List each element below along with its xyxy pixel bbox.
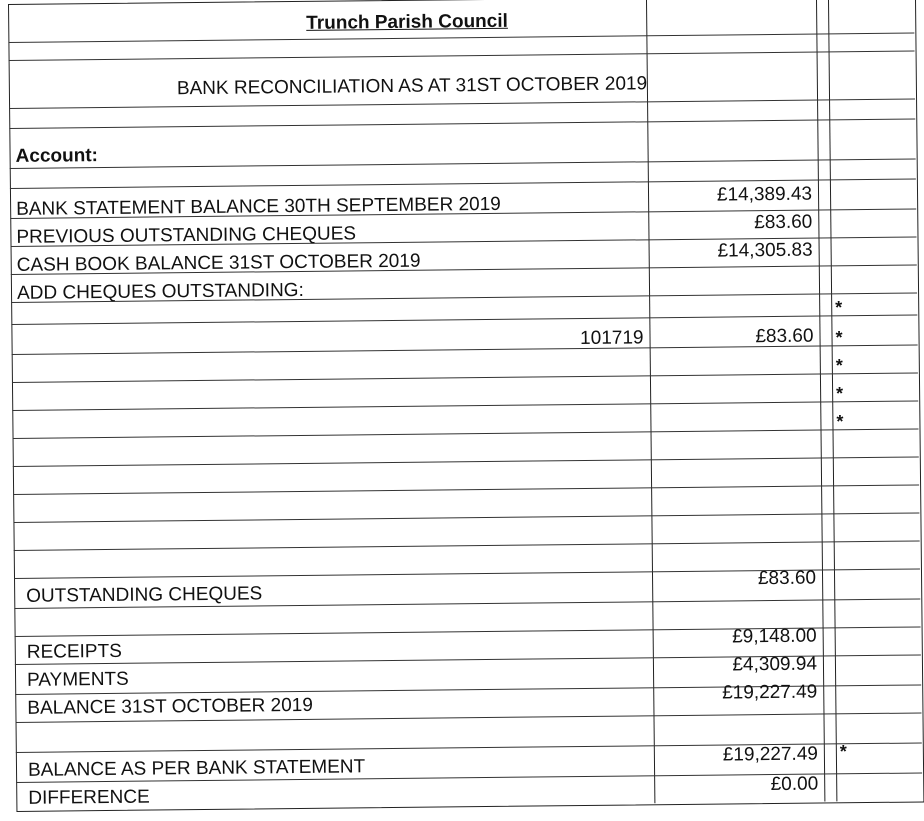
council-title: Trunch Parish Council xyxy=(306,10,508,34)
summary-amount: £83.60 xyxy=(757,567,817,590)
cheque-ref: 101719 xyxy=(580,327,644,350)
row-amount: £83.60 xyxy=(754,211,813,234)
summary-amount: £19,227.49 xyxy=(722,743,819,766)
reconciliation-heading: BANK RECONCILIATION AS AT 31ST OCTOBER 2019 xyxy=(176,73,648,100)
summary-label: RECEIPTS xyxy=(26,640,122,663)
summary-amount: £0.00 xyxy=(770,773,819,796)
row-label: BANK STATEMENT BALANCE 30TH SEPTEMBER 2019 xyxy=(16,193,501,220)
summary-amount: £9,148.00 xyxy=(732,625,817,648)
summary-label: PAYMENTS xyxy=(26,668,129,691)
row-amount: £14,389.43 xyxy=(716,183,813,206)
reconciliation-sheet xyxy=(8,0,924,814)
summary-amount: £19,227.49 xyxy=(722,681,818,704)
row-amount: £14,305.83 xyxy=(717,239,813,262)
cheque-mark: * xyxy=(835,327,843,348)
account-label: Account: xyxy=(15,145,99,167)
row-label: CASH BOOK BALANCE 31ST OCTOBER 2019 xyxy=(16,250,421,276)
summary-label: OUTSTANDING CHEQUES xyxy=(26,583,263,607)
star-mark: * xyxy=(835,297,843,318)
summary-label: BALANCE AS PER BANK STATEMENT xyxy=(27,756,366,781)
summary-label: DIFFERENCE xyxy=(28,786,150,809)
star-mark: * xyxy=(835,355,843,376)
star-mark: * xyxy=(836,411,844,432)
row-label: PREVIOUS OUTSTANDING CHEQUES xyxy=(16,223,357,248)
balance-mark: * xyxy=(839,741,847,762)
star-mark: * xyxy=(836,383,844,404)
cheque-amount: £83.60 xyxy=(755,325,814,348)
summary-label: BALANCE 31ST OCTOBER 2019 xyxy=(27,694,313,719)
row-label: ADD CHEQUES OUTSTANDING: xyxy=(16,279,304,304)
summary-amount: £4,309.94 xyxy=(732,653,818,676)
